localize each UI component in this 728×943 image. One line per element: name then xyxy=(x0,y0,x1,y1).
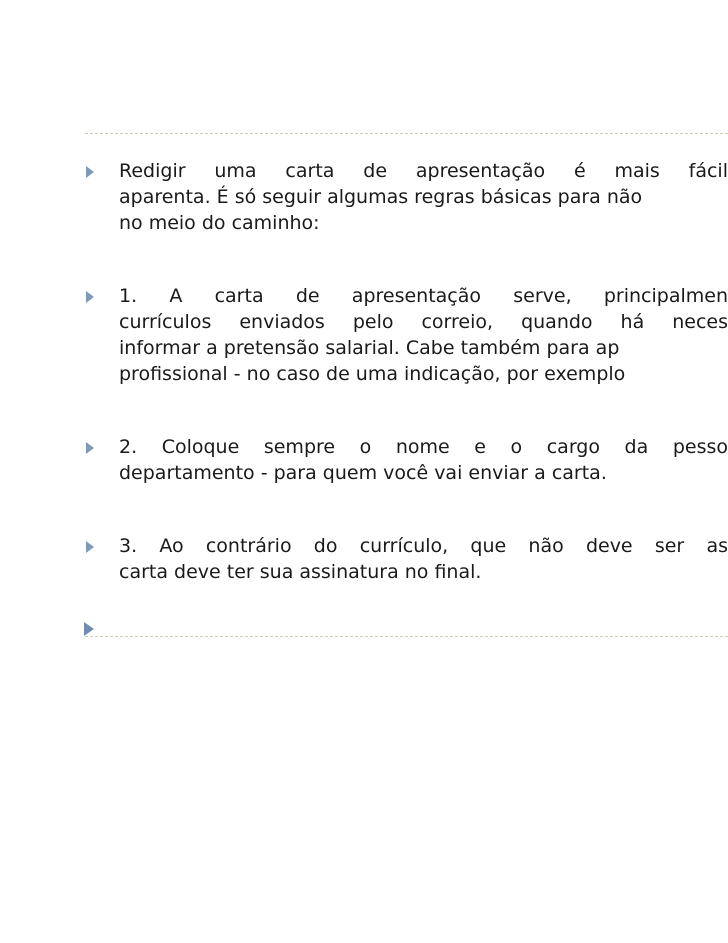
text-line: aparenta. É só seguir algumas regras básicas para não xyxy=(119,186,643,208)
bullet-text-2 xyxy=(119,283,728,387)
bottom-dashed-divider xyxy=(85,636,728,637)
text-line: no meio do caminho: xyxy=(119,212,320,234)
text-line: departamento - para quem você vai enviar a carta. xyxy=(119,462,607,484)
bullet-text-3 xyxy=(119,434,728,486)
triangle-bullet-icon xyxy=(86,291,94,303)
text-line: 1. A carta de apresentação serve, principalmen xyxy=(119,285,728,307)
text-line: 3. Ao contrário do currículo, que não deve ser as xyxy=(119,535,728,557)
text-line: informar a pretensão salarial. Cabe também para ap xyxy=(119,337,620,359)
triangle-bullet-icon xyxy=(86,166,94,178)
triangle-bullet-icon xyxy=(86,541,94,553)
text-line: currículos enviados pelo correio, quando há neces xyxy=(119,311,728,333)
triangle-bullet-icon xyxy=(86,442,94,454)
bullet-text-4 xyxy=(119,533,728,585)
text-line: Redigir uma carta de apresentação é mais fácil xyxy=(119,160,728,182)
text-line: 2. Coloque sempre o nome e o cargo da pesso xyxy=(119,436,728,458)
text-line: carta deve ter sua assinatura no final. xyxy=(119,561,482,583)
text-line: profissional - no caso de uma indicação, por exemplo xyxy=(119,363,626,385)
triangle-bullet-icon xyxy=(84,622,94,636)
bullet-text-1 xyxy=(119,158,728,236)
